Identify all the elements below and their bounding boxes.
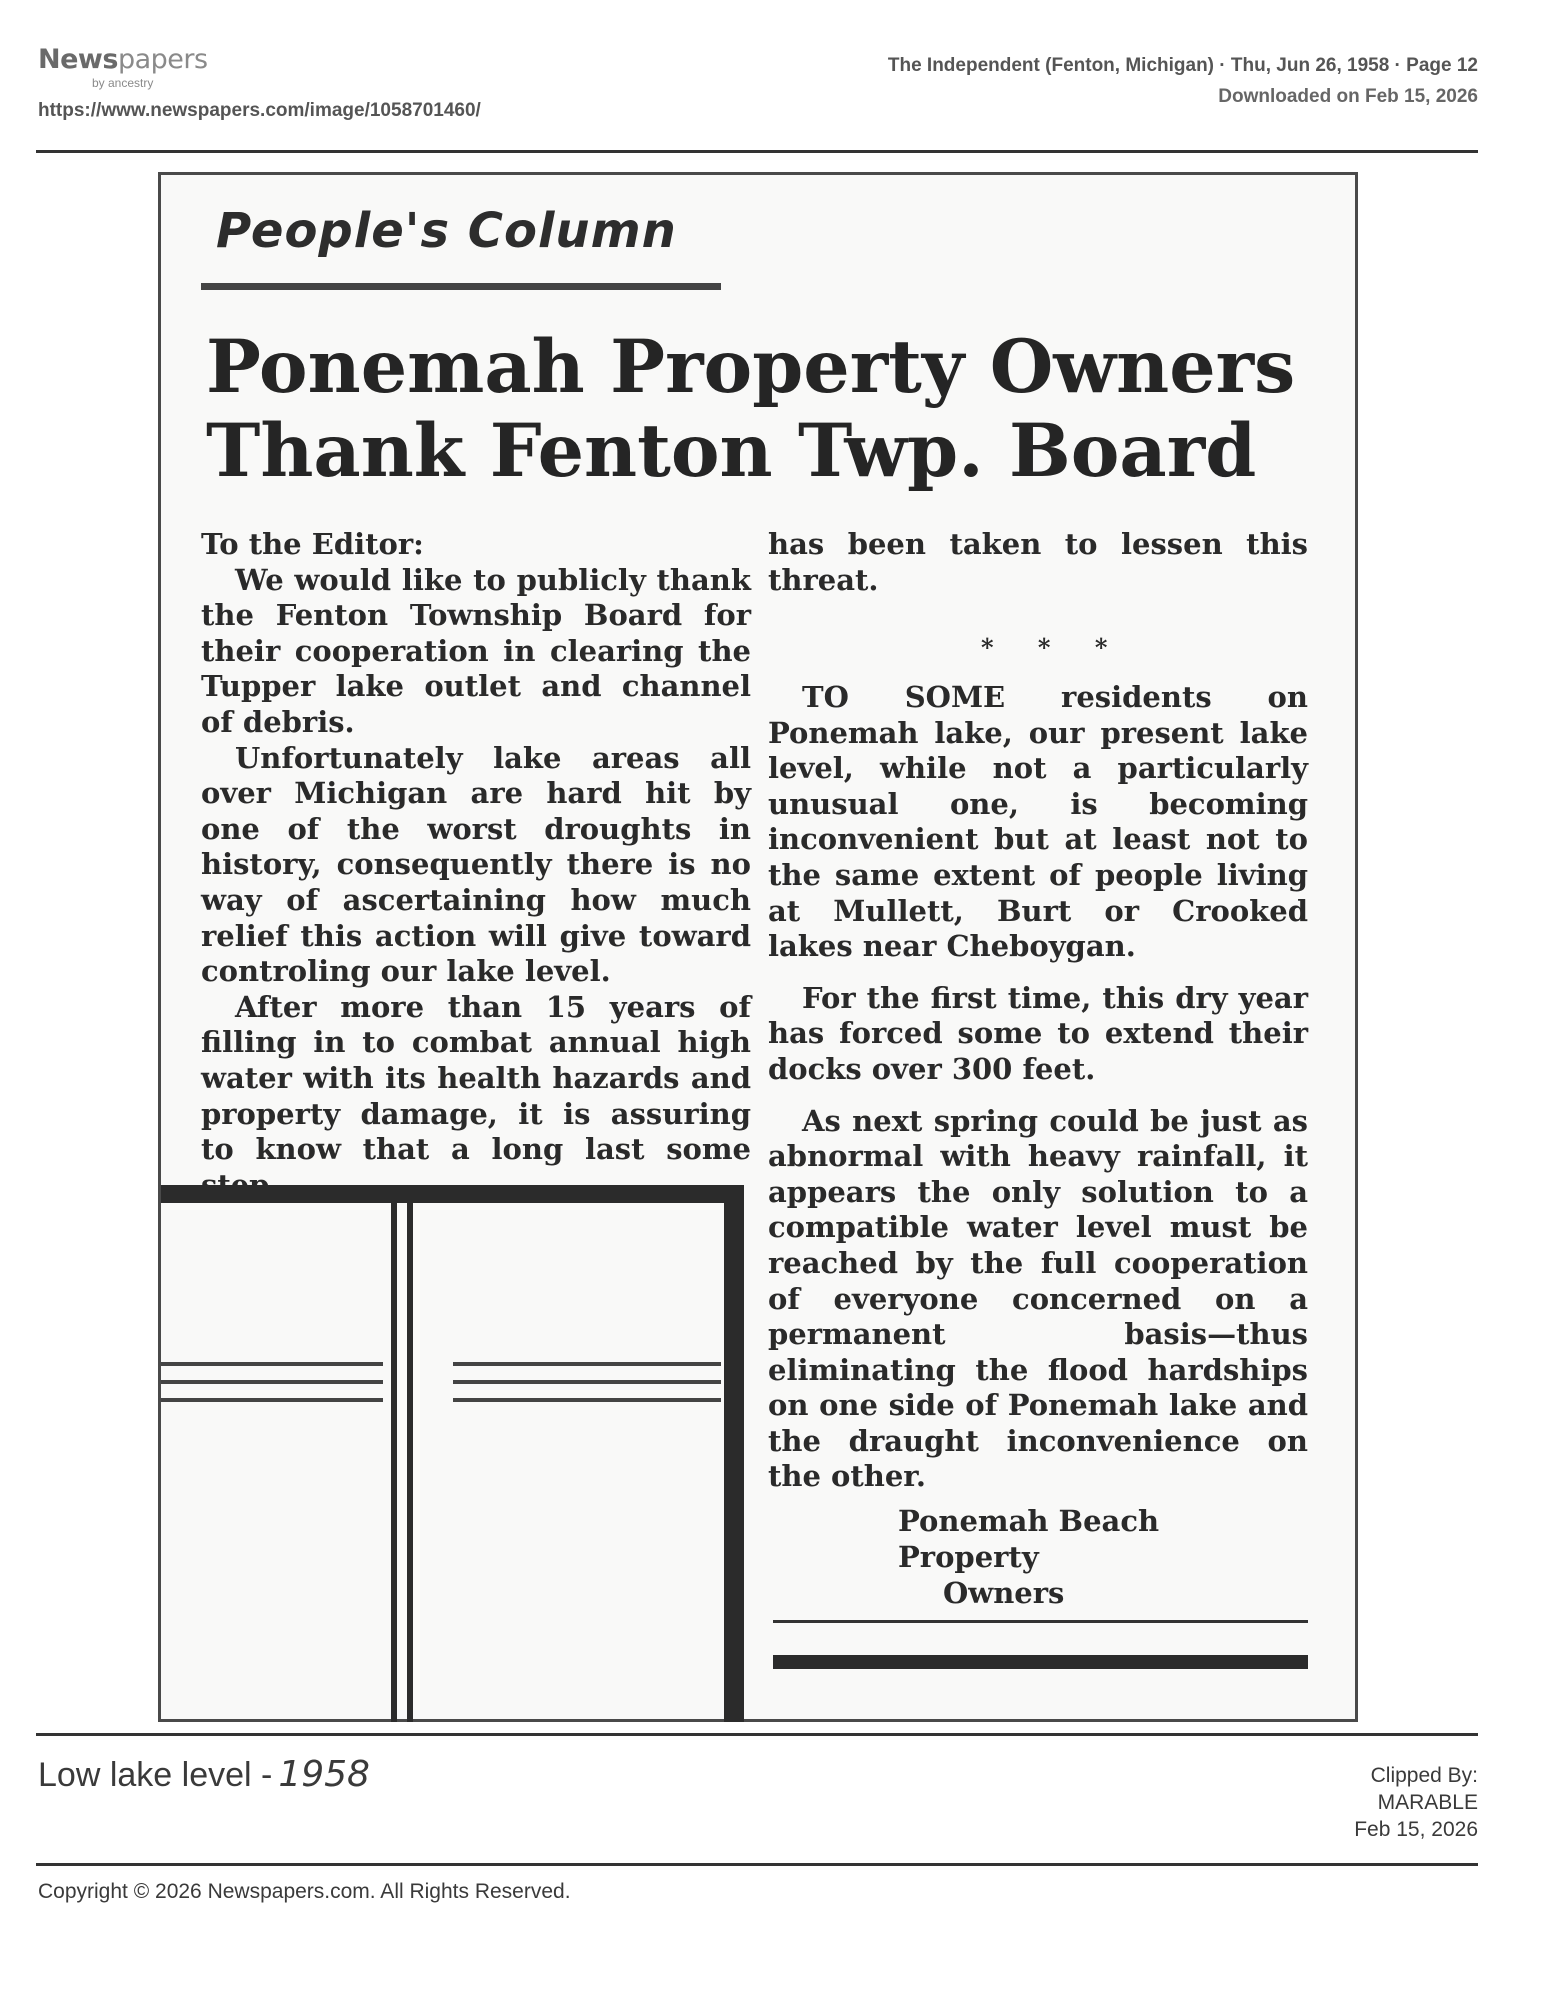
- download-date: Downloaded on Feb 15, 2026: [1218, 86, 1478, 107]
- newspapers-logo: [38, 44, 208, 75]
- signature: [768, 1503, 1308, 1611]
- rule: [773, 1620, 1308, 1623]
- header-divider: [36, 150, 1478, 153]
- headline-line-2: Thank Fenton Twp. Board: [206, 408, 1257, 494]
- paragraph: TO SOME residents on Ponemah lake, our present lake level, while not a particularly unusual one, is becoming inconvenient but at least not to the same extent of people living at Mullett, Burt or Crooked lakes near Cheboygan.: [768, 680, 1308, 964]
- publication-info: The Independent (Fenton, Michigan) · Thu, Jun 26, 1958 · Page 12: [887, 55, 1478, 76]
- rule-heavy: [773, 1655, 1308, 1669]
- clipped-date: Feb 15, 2026: [1354, 1818, 1478, 1841]
- article-headline: [206, 325, 1306, 493]
- paragraph: As next spring could be just as abnormal with heavy rainfall, it appears the only solution to a compatible water level must be reached by the full cooperation of everyone concerned on a permanent basis—thus eliminating the flood hardships on one side of Ponemah lake and the draught inconvenience on the other.: [768, 1103, 1308, 1494]
- caption-text: Low lake level -: [38, 1756, 273, 1794]
- salutation: To the Editor:: [201, 527, 424, 561]
- ad-border-right: [724, 1185, 744, 1722]
- signature-line-1: Ponemah Beach Property: [898, 1504, 1160, 1574]
- caption-handwritten-year: 1958: [278, 1754, 370, 1795]
- article-column-2: [768, 680, 1308, 1495]
- image-url[interactable]: https://www.newspapers.com/image/1058701460/: [38, 100, 481, 121]
- lead-in: TO SOME: [802, 680, 1006, 714]
- newspaper-clipping: [158, 172, 1358, 1722]
- copyright: Copyright © 2026 Newspapers.com. All Rights Reserved.: [38, 1880, 571, 1903]
- ad-rule: [161, 1380, 383, 1384]
- clipped-by-label: Clipped By:: [1370, 1764, 1478, 1787]
- ad-rule: [453, 1362, 721, 1366]
- paragraph: After more than 15 years of filling in to combat annual high water with its health hazards and property damage, it is assuring to know that a long last some: [201, 989, 751, 1167]
- logo-bold: News: [38, 44, 118, 75]
- signature-line-2: Owners: [943, 1576, 1065, 1610]
- ad-rule: [453, 1380, 721, 1384]
- clipped-by-user[interactable]: MARABLE: [1377, 1791, 1478, 1814]
- paragraph: Unfortunately lake areas all over Michigan are hard hit by one of the worst droughts in history, consequently there is no way of ascertaining how much relief this action will give toward controling our lake level.: [201, 740, 751, 989]
- adjacent-ad-border: [161, 1185, 746, 1722]
- ad-border-vertical: [391, 1203, 397, 1722]
- clip-caption: [38, 1754, 370, 1795]
- article-column-2-continuation: [768, 527, 1308, 598]
- ad-border-vertical: [407, 1203, 413, 1722]
- footer-divider: [36, 1733, 1478, 1736]
- paragraph: has been taken to lessen this threat.: [768, 527, 1308, 597]
- paragraph: We would like to publicly thank the Fenton Township Board for their cooperation in clearing the Tupper lake outlet and channel of debris.: [201, 562, 751, 739]
- clipped-by-info: [1354, 1762, 1478, 1843]
- logo-subtitle: by ancestry: [92, 76, 154, 90]
- ad-border-top: [161, 1185, 744, 1203]
- ad-rule: [161, 1362, 383, 1366]
- footer-divider: [36, 1863, 1478, 1866]
- section-break-stars: * * *: [981, 633, 1126, 662]
- ad-rule: [453, 1398, 721, 1402]
- headline-line-1: Ponemah Property Owners: [206, 324, 1296, 410]
- section-rule: [201, 283, 721, 290]
- logo-light: papers: [117, 44, 208, 75]
- section-title: People's Column: [216, 203, 677, 259]
- article-column-1: [201, 527, 751, 1203]
- paragraph: For the first time, this dry year has forced some to extend their docks over 300 feet.: [768, 980, 1308, 1086]
- ad-rule: [161, 1398, 383, 1402]
